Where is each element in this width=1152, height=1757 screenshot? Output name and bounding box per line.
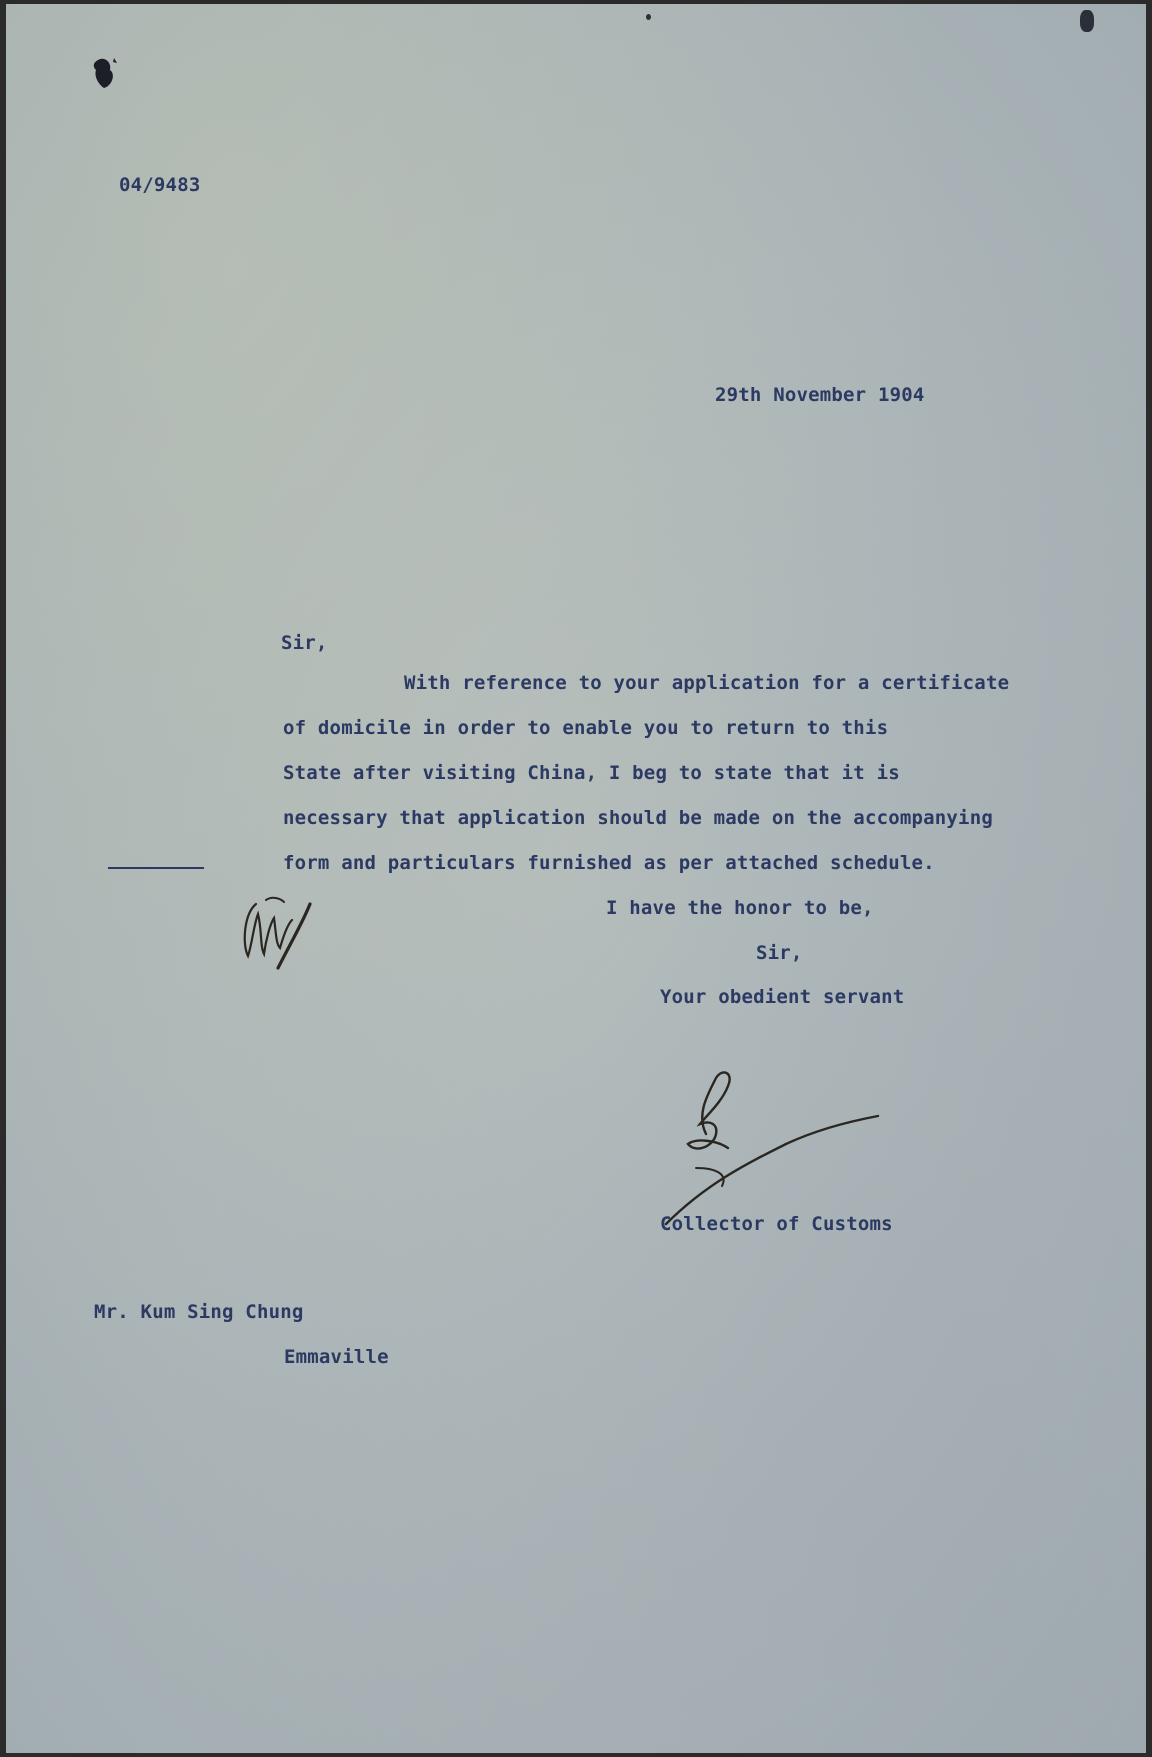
salutation: Sir, <box>281 632 328 654</box>
ink-dot <box>646 14 651 20</box>
body-line: With reference to your application for a certificate <box>404 672 1010 694</box>
letter-date: 29th November 1904 <box>715 384 925 406</box>
body-line: form and particulars furnished as per attached schedule. <box>283 852 935 874</box>
body-line: State after visiting China, I beg to state that it is <box>283 762 900 784</box>
signatory-title: Collector of Customs <box>660 1213 893 1235</box>
body-line: of domicile in order to enable you to return to this <box>283 717 889 739</box>
ink-dot <box>1080 10 1094 32</box>
margin-initials-signature <box>236 884 326 974</box>
recipient-name: Mr. Kum Sing Chung <box>94 1301 304 1323</box>
reference-number: 04/9483 <box>119 174 201 196</box>
collector-signature <box>656 1064 896 1234</box>
closing-line-3: Your obedient servant <box>660 986 905 1008</box>
recipient-place: Emmaville <box>284 1346 389 1368</box>
body-line: necessary that application should be made on the accompanying <box>283 807 993 829</box>
letter-sheet <box>6 4 1146 1753</box>
closing-line-1: I have the honor to be, <box>606 897 874 919</box>
closing-line-2: Sir, <box>756 942 803 964</box>
margin-rule <box>108 867 204 869</box>
ink-blot-icon <box>92 56 118 90</box>
